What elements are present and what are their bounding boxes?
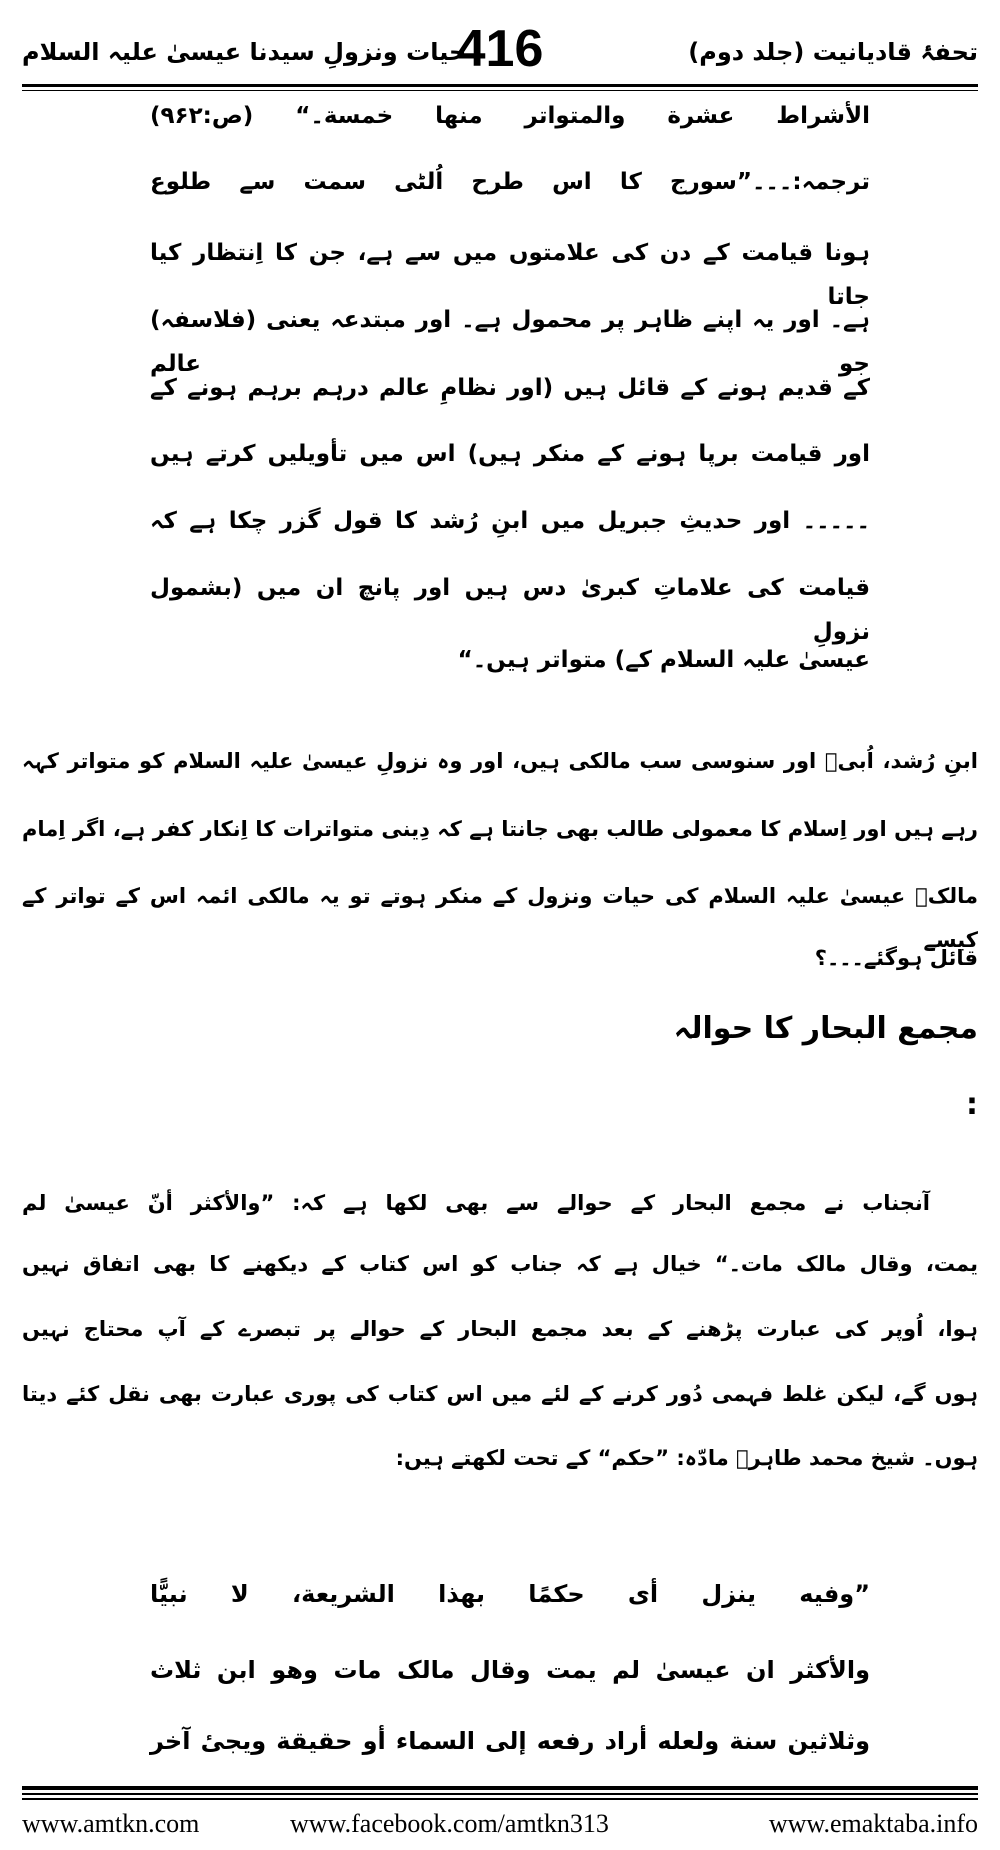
arabic-quote-line: ”وفیه ینزل أی حکمًا بهذا الشریعة، لا نبیًّا xyxy=(150,1580,870,1608)
chapter-title: حیات ونزولِ سیدنا عیسیٰ علیہ السلام xyxy=(22,38,467,66)
translation-line: عیسیٰ علیہ السلام کے) متواتر ہیں۔“ xyxy=(457,647,870,673)
footer-rule xyxy=(22,1786,978,1790)
translation-line: ہے۔ اور یہ اپنے ظاہر پر محمول ہے۔ اور مبتدعہ یعنی (فلاسفہ) جو عالم xyxy=(150,307,870,377)
page-number: 416 xyxy=(456,20,544,78)
footer-link-facebook[interactable]: www.facebook.com/amtkn313 xyxy=(290,1809,609,1838)
translation-line: ۔۔۔۔۔ اور حدیثِ جبریل میں ابنِ رُشد کا قول گزر چکا ہے کہ xyxy=(150,508,870,534)
translation-line: ترجمہ:۔۔۔”سورج کا اس طرح اُلٹی سمت سے طلوع xyxy=(150,169,870,195)
paragraph-line: قائل ہوگئے۔۔۔؟ xyxy=(814,946,978,970)
paragraph-line: آنجناب نے مجمع البحار کے حوالے سے بھی لکھا ہے کہ: ”والأکثر أنّ عیسیٰ لم xyxy=(22,1191,930,1215)
section-heading-colon: : xyxy=(966,1087,978,1122)
header-rule-thin xyxy=(22,90,978,91)
quote-end-line: الأشراط عشرة والمتواتر منها خمسة۔“ (ص:۹۶۲) xyxy=(150,103,870,129)
header-rule xyxy=(22,84,978,87)
translation-line: کے قدیم ہونے کے قائل ہیں (اور نظامِ عالم درہم برہم ہونے کے xyxy=(150,375,870,401)
paragraph-line: یمت، وقال مالک مات۔“ خیال ہے کہ جناب کو اس کتاب کے دیکھنے کا بھی اتفاق نہیں xyxy=(22,1252,978,1276)
paragraph-line: ابنِ رُشد، اُبیؒ اور سنوسی سب مالکی ہیں، اور وہ نزولِ عیسیٰ علیہ السلام کو متواتر کہہ xyxy=(22,749,978,773)
paragraph-line: رہے ہیں اور اِسلام کا معمولی طالب بھی جانتا ہے کہ دِینی متواترات کا اِنکار کفر ہے، اگر اِمام xyxy=(22,817,978,841)
footer-rule xyxy=(22,1798,978,1800)
translation-line: ہونا قیامت کے دن کی علامتوں میں سے ہے، جن کا اِنتظار کیا جاتا xyxy=(150,240,870,310)
section-heading: مجمع البحار کا حوالہ xyxy=(673,1011,978,1046)
paragraph-line: ہوا، اُوپر کی عبارت پڑھنے کے بعد مجمع البحار کے حوالے پر تبصرے کے آپ محتاج نہیں xyxy=(22,1317,978,1341)
paragraph-line: ہوں۔ شیخ محمد طاہرؒ مادّہ: ”حکم“ کے تحت لکھتے ہیں: xyxy=(395,1446,978,1470)
translation-line: اور قیامت برپا ہونے کے منکر ہیں) اس میں تأویلیں کرتے ہیں xyxy=(150,441,870,467)
paragraph-line: ہوں گے، لیکن غلط فہمی دُور کرنے کے لئے میں اس کتاب کی پوری عبارت بھی نقل کئے دیتا xyxy=(22,1382,978,1406)
footer-link-amtkn[interactable]: www.amtkn.com xyxy=(22,1809,200,1838)
translation-line: قیامت کی علاماتِ کبریٰ دس ہیں اور پانچ ان میں (بشمول نزولِ xyxy=(150,575,870,645)
footer-link-emaktaba[interactable]: www.emaktaba.info xyxy=(768,1809,978,1838)
paragraph-line: مالکؒ عیسیٰ علیہ السلام کی حیات ونزول کے منکر ہوتے تو یہ مالکی ائمہ اس کے تواتر کے کیسے xyxy=(22,884,978,952)
book-title: تحفۂ قادیانیت (جلد دوم) xyxy=(688,38,978,66)
arabic-quote-line: وثلاثین سنة ولعله أراد رفعه إلی السماء أو حقیقة ویجیٔ آخر xyxy=(150,1727,870,1755)
footer-rule xyxy=(22,1793,978,1795)
arabic-quote-line: والأکثر ان عیسیٰ لم یمت وقال مالک مات وهو ابن ثلاث xyxy=(150,1656,870,1684)
